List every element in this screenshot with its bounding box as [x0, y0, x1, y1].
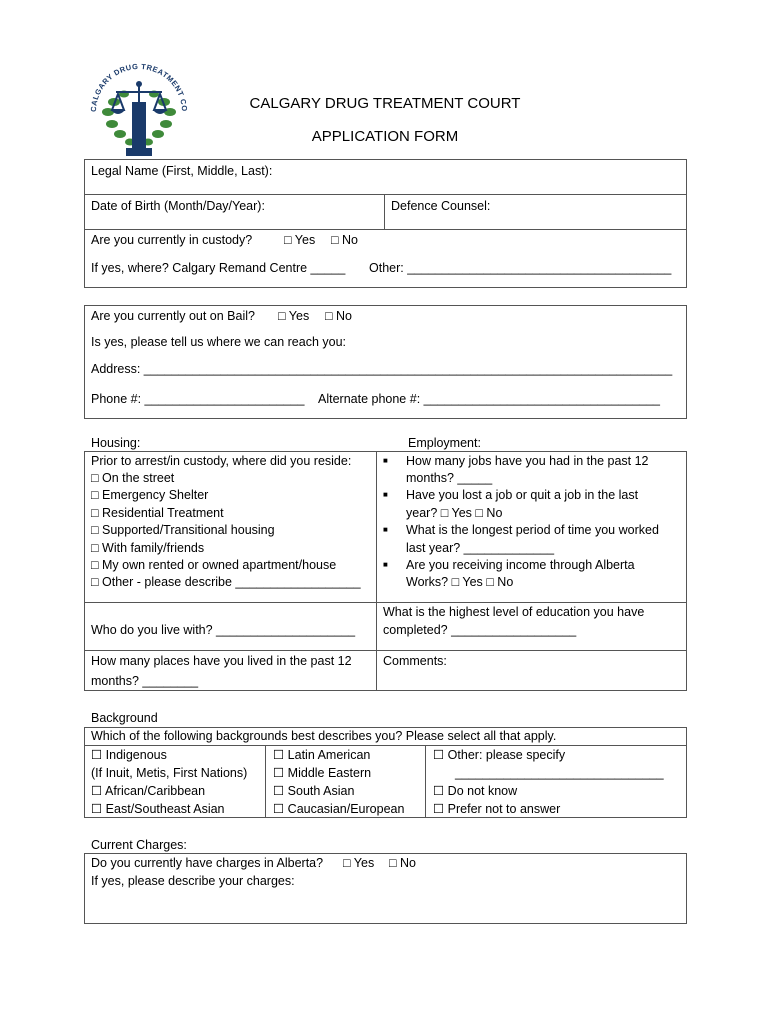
background-option-indigenous[interactable]: ☐ Indigenous [91, 748, 167, 762]
charges-question: Do you currently have charges in Alberta? [91, 856, 324, 870]
employment-answer[interactable]: last year? _____________ [406, 541, 555, 555]
background-option-african[interactable]: ☐ African/Caribbean [91, 784, 206, 798]
custody-yes-checkbox[interactable]: □ Yes [284, 233, 316, 247]
housing-option[interactable]: □ With family/friends [91, 541, 205, 555]
background-option-latin[interactable]: ☐ Latin American [273, 748, 371, 762]
dob-field[interactable]: Date of Birth (Month/Day/Year): [91, 199, 265, 213]
logo-text: CALGARY DRUG TREATMENT CO [88, 61, 190, 113]
charges-yes-checkbox[interactable]: □ Yes [343, 856, 375, 870]
education-field[interactable]: completed? __________________ [383, 623, 577, 637]
live-with-field[interactable]: Who do you live with? ____________________ [91, 623, 356, 637]
bullet-icon: ■ [383, 456, 388, 465]
custody-other-field[interactable]: Other: ______________________________________ [369, 261, 672, 275]
housing-option[interactable]: □ On the street [91, 471, 175, 485]
housing-option[interactable]: □ Residential Treatment [91, 506, 224, 520]
employment-question: What is the longest period of time you worked [406, 523, 659, 537]
housing-question: Prior to arrest/in custody, where did you reside: [91, 454, 352, 468]
employment-answer[interactable]: year? □ Yes □ No [406, 506, 503, 520]
background-question: Which of the following backgrounds best describes you? Please select all that apply. [91, 729, 557, 743]
housing-option[interactable]: □ Supported/Transitional housing [91, 523, 275, 537]
background-option-south-asian[interactable]: ☐ South Asian [273, 784, 355, 798]
background-other-field[interactable]: ______________________________ [455, 766, 664, 780]
bail-yes-checkbox[interactable]: □ Yes [278, 309, 310, 323]
employment-answer[interactable]: months? _____ [406, 471, 493, 485]
background-option-east-asian[interactable]: ☐ East/Southeast Asian [91, 802, 225, 816]
background-option-other[interactable]: ☐ Other: please specify [433, 748, 566, 762]
address-field[interactable]: Address: ____________________________________________________________________________ [91, 362, 673, 376]
charges-description-field[interactable]: If yes, please describe your charges: [91, 874, 295, 888]
alternate-phone-field[interactable]: Alternate phone #: __________________________________ [318, 392, 660, 406]
housing-label: Housing: [91, 436, 141, 450]
phone-field[interactable]: Phone #: _______________________ [91, 392, 305, 406]
bail-question: Are you currently out on Bail? [91, 309, 255, 323]
page-title: CALGARY DRUG TREATMENT COURT [249, 95, 521, 112]
background-option-caucasian[interactable]: ☐ Caucasian/European [273, 802, 405, 816]
housing-option[interactable]: □ Other - please describe __________________ [91, 575, 361, 589]
bullet-icon: ■ [383, 560, 388, 569]
housing-option[interactable]: □ Emergency Shelter [91, 488, 209, 502]
defence-counsel-field[interactable]: Defence Counsel: [391, 199, 491, 213]
bullet-icon: ■ [383, 525, 388, 534]
page-subtitle: APPLICATION FORM [311, 128, 459, 145]
employment-question: Have you lost a job or quit a job in the last [406, 488, 639, 502]
housing-option[interactable]: □ My own rented or owned apartment/house [91, 558, 337, 572]
bullet-icon: ■ [383, 490, 388, 499]
background-label: Background [91, 711, 158, 725]
comments-field[interactable]: Comments: [383, 654, 447, 668]
custody-no-checkbox[interactable]: □ No [331, 233, 359, 247]
background-option-prefer-not[interactable]: ☐ Prefer not to answer [433, 802, 561, 816]
background-indigenous-note: (If Inuit, Metis, First Nations) [91, 766, 248, 780]
education-question: What is the highest level of education you have [383, 605, 645, 619]
legal-name-field[interactable]: Legal Name (First, Middle, Last): [91, 164, 273, 178]
background-option-do-not-know[interactable]: ☐ Do not know [433, 784, 518, 798]
custody-question: Are you currently in custody? [91, 233, 253, 247]
background-option-middle-eastern[interactable]: ☐ Middle Eastern [273, 766, 372, 780]
places-question: How many places have you lived in the past 12 [91, 654, 352, 668]
charges-label: Current Charges: [91, 838, 187, 852]
reach-instructions: Is yes, please tell us where we can reach you: [91, 335, 346, 349]
bail-no-checkbox[interactable]: □ No [325, 309, 353, 323]
employment-question: Are you receiving income through Alberta [406, 558, 635, 572]
custody-location-field[interactable]: If yes, where? Calgary Remand Centre _____ [91, 261, 346, 275]
charges-no-checkbox[interactable]: □ No [389, 856, 417, 870]
employment-label: Employment: [408, 436, 481, 450]
employment-answer[interactable]: Works? □ Yes □ No [406, 575, 514, 589]
places-field[interactable]: months? ________ [91, 674, 199, 688]
employment-question: How many jobs have you had in the past 12 [406, 454, 649, 468]
